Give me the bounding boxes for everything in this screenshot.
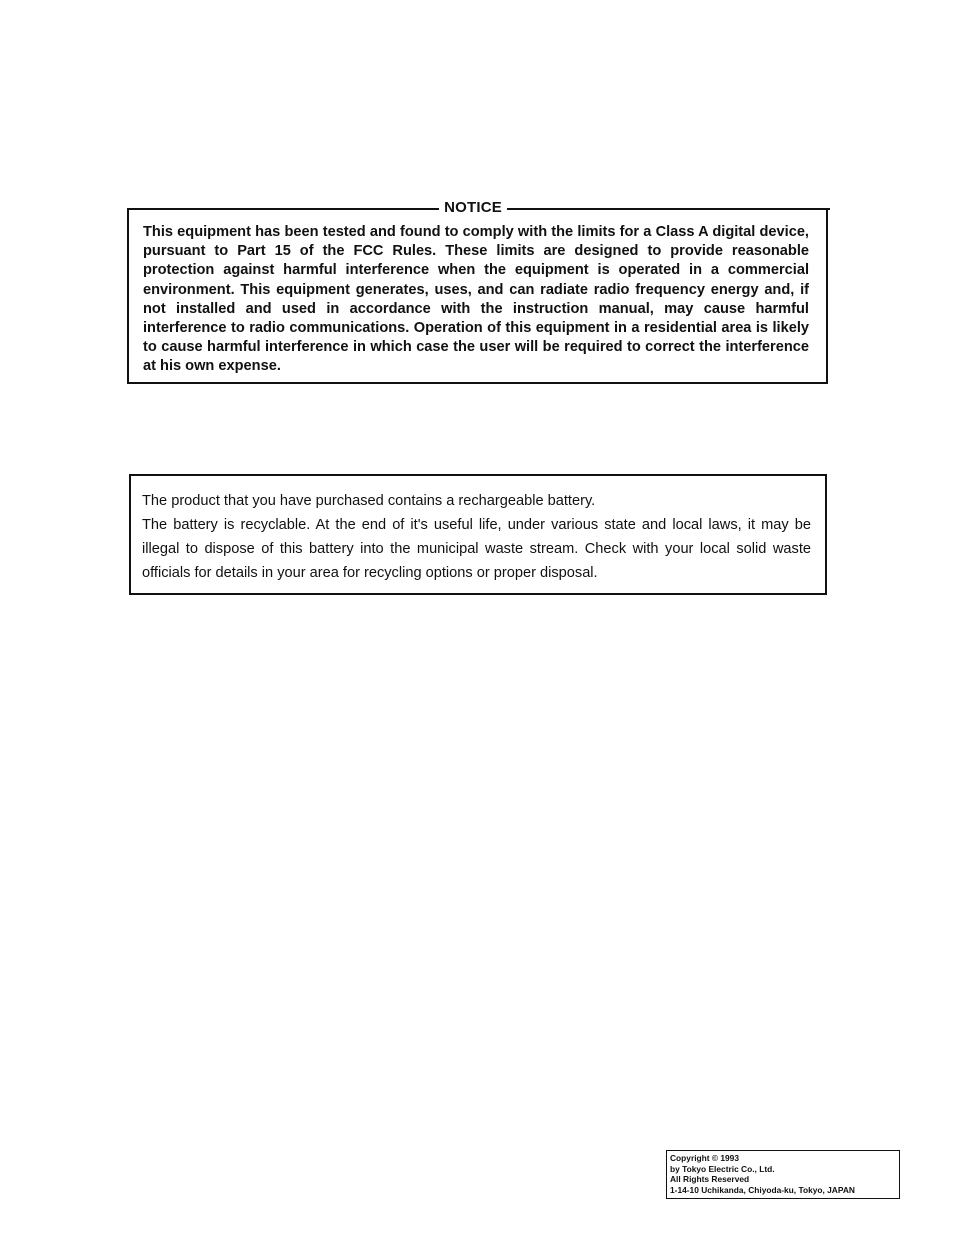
battery-notice-line: The product that you have purchased contains a rechargeable battery. [142,493,596,509]
notice-title: NOTICE [444,199,502,216]
copyright-line: Copyright © 1993 [670,1153,739,1163]
copyright-address: 1-14-10 Uchikanda, Chiyoda-ku, Tokyo, JAPAN [670,1184,855,1195]
battery-notice-paragraph: The battery is recyclable. At the end of it's useful life, under various state and local laws, it may be illegal to dispose of this battery into the municipal waste stream. Check with your local solid waste officials for details in your area for recycling options or proper disposal. [142,517,811,581]
copyright-rights: All Rights Reserved [670,1174,750,1185]
copyright-company: by Tokyo Electric Co., Ltd. [670,1163,775,1174]
copyright-box [666,1150,900,1199]
battery-notice-text [142,489,811,585]
fcc-notice-text: This equipment has been tested and found to comply with the limits for a Class A digital device, pursuant to Part 15 of the FCC Rules. These limits are designed to provide reasonable protection against harmful interference when the equipment is operated in a commercial environment. This equipment generates, uses, and can radiate radio frequency energy and, if not installed and used in accordance with the instruction manual, may cause harmful interference to radio communications. Operation of this equipment in a residential area is likely to cause harmful interference in which case the user will be required to correct the interference at his own expense. [143,224,809,375]
notice-border-right [507,208,830,210]
notice-border-left [127,208,439,210]
